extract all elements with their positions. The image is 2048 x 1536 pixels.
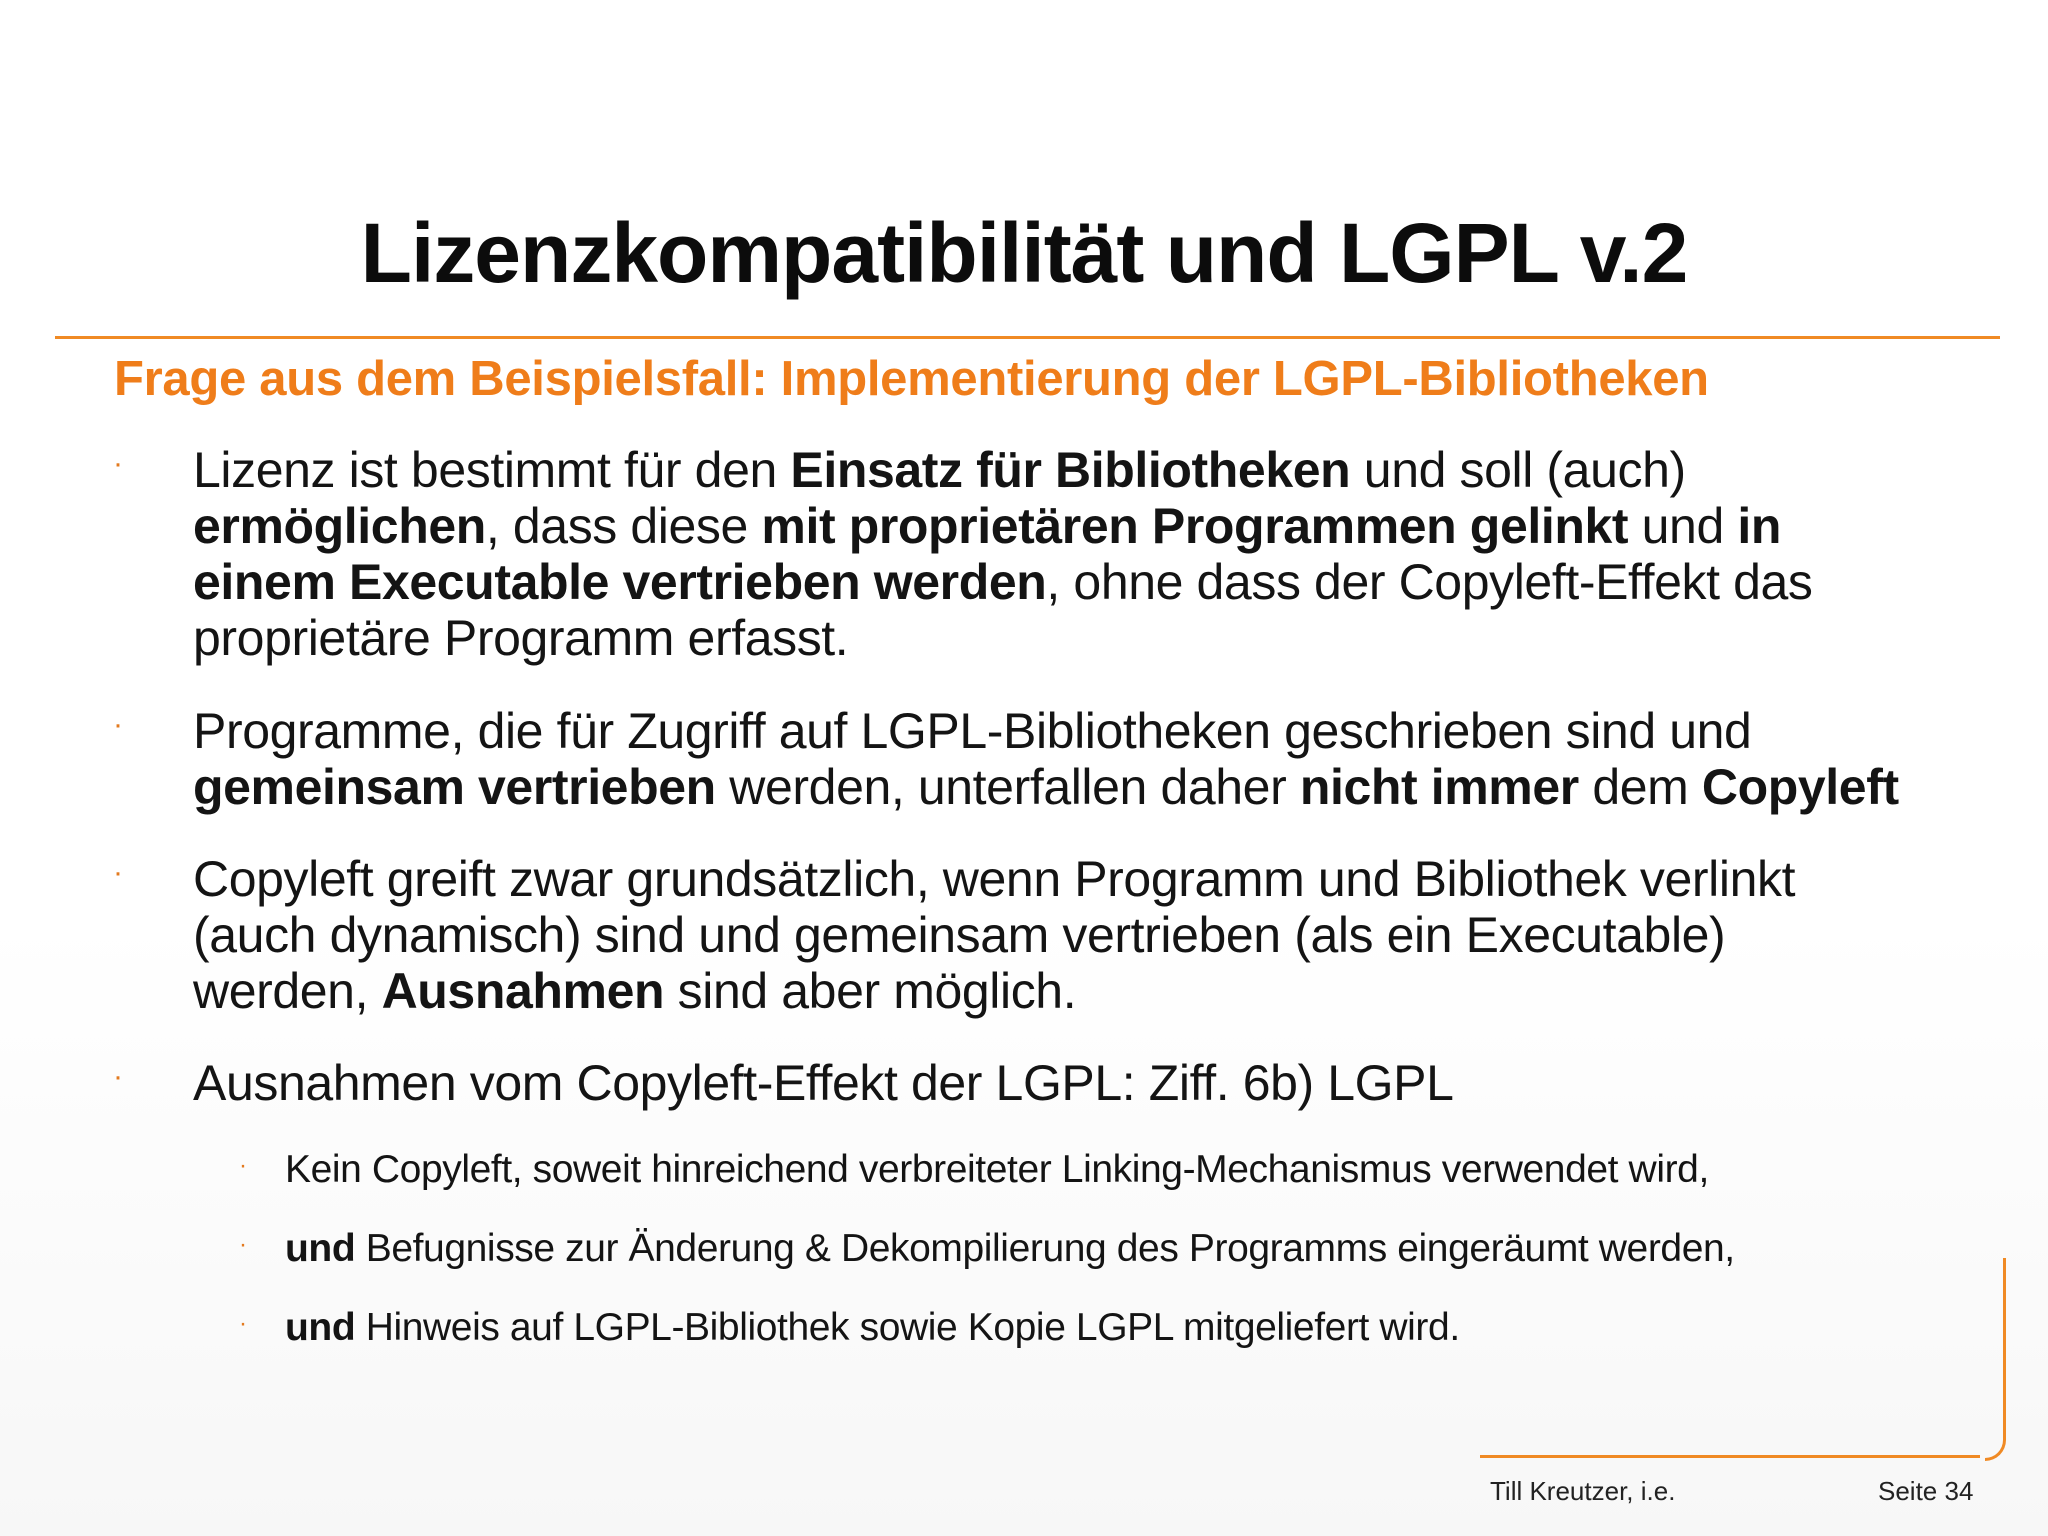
sub-bullet-text: und Hinweis auf LGPL-Bibliothek sowie Kopie LGPL mitgeliefert wird. <box>285 1306 1460 1349</box>
slide-title: Lizenzkompatibilität und LGPL v.2 <box>360 206 1688 300</box>
bullet-item-4 <box>113 1055 1913 1111</box>
footer-frame-line <box>1480 1455 1980 1458</box>
bullet-text: Copyleft greift zwar grundsätzlich, wenn Programm und Bibliothek verlinkt (auch dynamisch) sind und gemeinsam vertrieben (als ein Executable) werden, Ausnahmen sind aber möglich. <box>193 851 1796 1019</box>
bullet-marker-icon: · <box>113 708 123 741</box>
sub-bullet-item-1 <box>239 1148 1885 1192</box>
sub-bullet-text: Kein Copyleft, soweit hinreichend verbreiteter Linking-Mechanismus verwendet wird, <box>285 1148 1709 1191</box>
sub-bullet-marker-icon: · <box>239 1310 247 1337</box>
footer-author: Till Kreutzer, i.e. <box>1490 1476 1676 1506</box>
bullet-item-3 <box>113 851 1913 1019</box>
sub-bullet-item-3 <box>239 1306 1885 1350</box>
bullet-text: Ausnahmen vom Copyleft-Effekt der LGPL: Ziff. 6b) LGPL <box>193 1055 1454 1111</box>
sub-bullet-marker-icon: · <box>239 1152 247 1179</box>
bullet-marker-icon: · <box>113 1060 123 1093</box>
title-divider <box>55 336 2000 339</box>
bullet-marker-icon: · <box>113 447 123 480</box>
sub-bullet-item-2 <box>239 1227 1885 1271</box>
sub-bullet-text: und Befugnisse zur Änderung & Dekompilierung des Programms eingeräumt werden, <box>285 1227 1735 1270</box>
footer-page-number: Seite 34 <box>1878 1476 1974 1506</box>
bullet-item-2 <box>113 703 1913 815</box>
sub-bullet-marker-icon: · <box>239 1231 247 1258</box>
bullet-text: Lizenz ist bestimmt für den Einsatz für Bibliotheken und soll (auch) ermöglichen, dass diese mit proprietären Programmen gelinkt und in einem Executable vertrieben werden, ohne dass der Copyleft-Effekt das proprietäre Programm erfasst. <box>193 442 1813 666</box>
bullet-text: Programme, die für Zugriff auf LGPL-Bibliotheken geschrieben sind und gemeinsam vertrieben werden, unterfallen daher nicht immer dem Copyleft <box>193 703 1899 815</box>
slide-subtitle: Frage aus dem Beispielsfall: Implementierung der LGPL-Bibliotheken <box>114 352 1709 406</box>
bullet-item-1 <box>113 442 1913 666</box>
bullet-marker-icon: · <box>113 856 123 889</box>
footer-frame-corner <box>1985 1258 2006 1461</box>
